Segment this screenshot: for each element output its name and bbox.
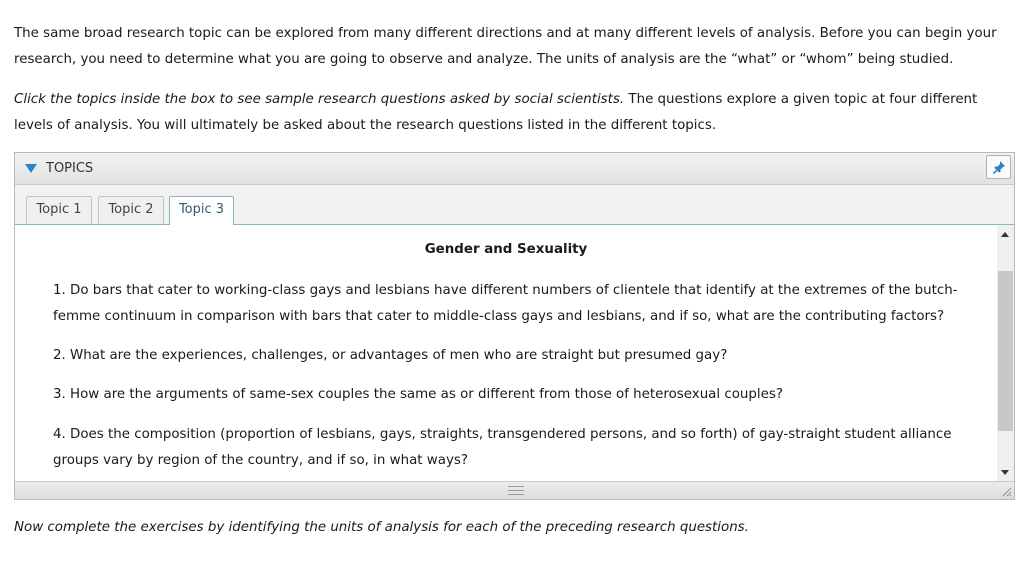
question-item: 1. Do bars that cater to working-class gays and lesbians have different numbers of clientele that identify at the extremes of the butch-femme continuum in comparison with bars that cater to middle-class gays and lesbians, and if so, what are the contributing factors?: [53, 283, 958, 324]
resize-grip-icon[interactable]: [1000, 485, 1012, 497]
panel-header[interactable]: [15, 153, 1014, 185]
intro-paragraph: The same broad research topic can be explored from many different directions and at many different levels of analysis. Before you can begin your research, you need to determine what you are going to observe and analyze. The units of analysis are the “what” or “whom” being studied.: [14, 26, 997, 67]
pin-button[interactable]: [986, 155, 1011, 179]
question-item: 2. What are the experiences, challenges, or advantages of men who are straight but presumed gay?: [53, 348, 728, 363]
outro-paragraph: Now complete the exercises by identifying the units of analysis for each of the preceding research questions.: [14, 520, 749, 535]
tab-topic-3[interactable]: Topic 3: [169, 196, 234, 225]
scroll-thumb[interactable]: [998, 271, 1013, 431]
instruction-italic: Click the topics inside the box to see sample research questions asked by social scientists.: [14, 92, 625, 107]
drag-handle-icon[interactable]: [508, 486, 524, 495]
panel-title[interactable]: TOPICS: [46, 161, 94, 176]
topic-content: [15, 225, 997, 483]
scroll-up-icon[interactable]: [1001, 232, 1009, 237]
pin-icon: [992, 160, 1006, 175]
tab-bar: [15, 185, 1014, 225]
question-item: 3. How are the arguments of same-sex couples the same as or different from those of heterosexual couples?: [53, 387, 783, 402]
scroll-down-icon[interactable]: [1001, 470, 1009, 475]
topics-panel: [14, 152, 1015, 500]
instruction-rest: The questions explore a given topic at four different levels of analysis. You will ultimately be asked about the research questions listed in the different topics.: [14, 92, 978, 133]
instruction-paragraph: [14, 87, 1014, 139]
question-item: 4. Does the composition (proportion of lesbians, gays, straights, transgendered persons, and so forth) of gay-straight student alliance groups vary by region of the country, and if so, in what ways?: [53, 427, 952, 468]
content-title: Gender and Sexuality: [424, 242, 588, 257]
content-scrollbar[interactable]: [997, 225, 1014, 483]
tab-topic-1[interactable]: Topic 1: [26, 196, 92, 224]
collapse-triangle-icon[interactable]: [25, 164, 37, 173]
tab-topic-2[interactable]: Topic 2: [98, 196, 164, 224]
panel-footer: [15, 481, 1014, 499]
